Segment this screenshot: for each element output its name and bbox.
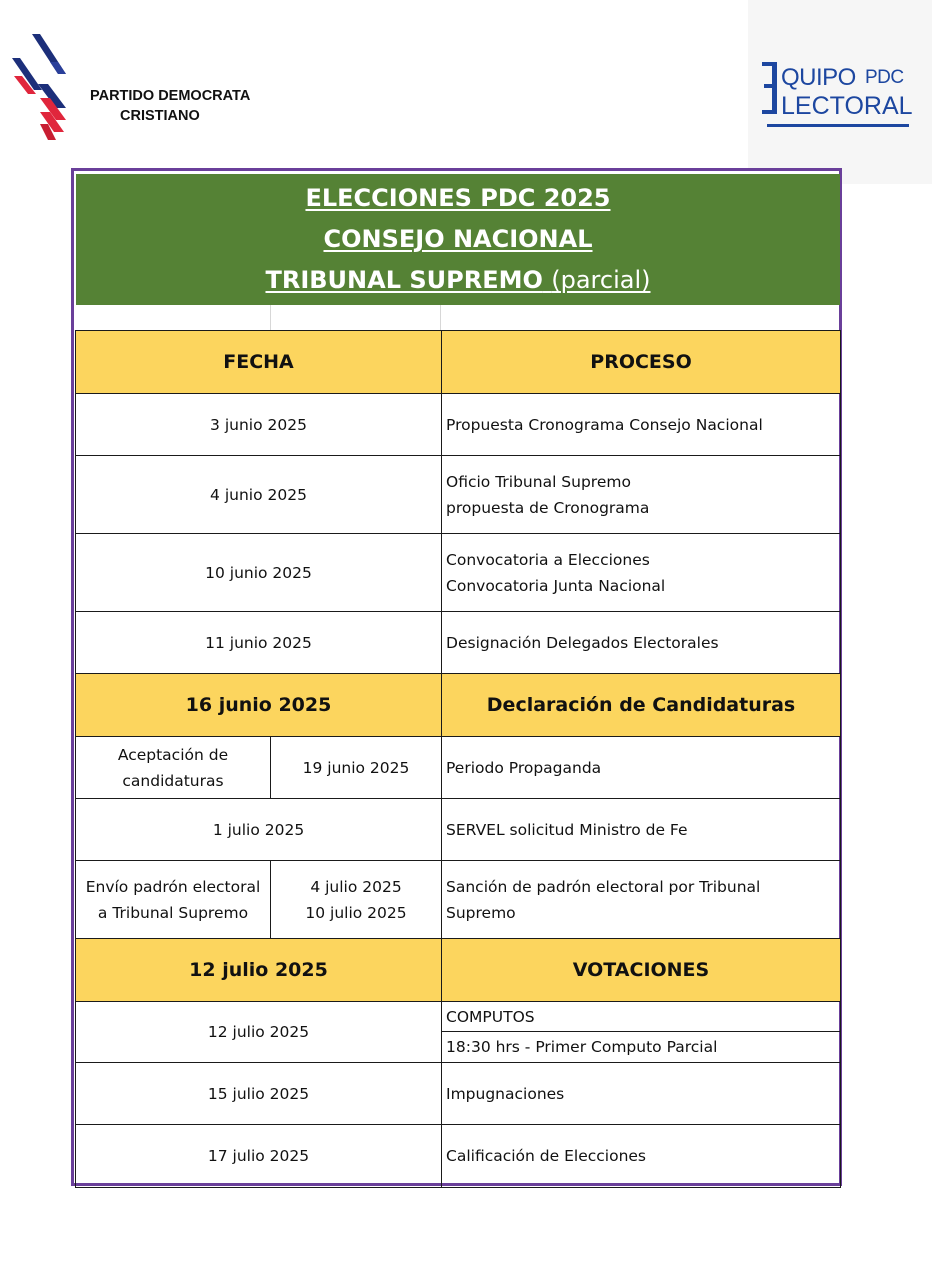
row-date: 4 junio 2025 (76, 456, 442, 534)
title-line2: CONSEJO NACIONAL (323, 225, 593, 253)
separator (270, 305, 271, 330)
table-header-row (76, 331, 841, 394)
title-band (76, 174, 840, 305)
equipo-pdc-text: PDC (865, 67, 904, 88)
row-process (442, 456, 841, 534)
equipo-electoral-logo (748, 0, 932, 184)
equipo-lectoral-text: LECTORAL (781, 92, 913, 120)
table-row (76, 1002, 841, 1032)
table-row (76, 1063, 841, 1125)
row-process (442, 861, 841, 939)
row-subcategory (76, 737, 271, 799)
row-process: Designación Delegados Electorales (442, 612, 841, 674)
table-row (76, 1125, 841, 1188)
equipo-underline (767, 124, 909, 127)
row-process: SERVEL solicitud Ministro de Fe (442, 799, 841, 861)
title-line3 (76, 266, 840, 294)
table-row (76, 737, 841, 799)
row-date-line1: 4 julio 2025 (310, 877, 402, 896)
party-name (90, 86, 290, 126)
row-process (442, 534, 841, 612)
table-row (76, 861, 841, 939)
row-subcategory (76, 861, 271, 939)
table-row (76, 534, 841, 612)
row-date: 17 julio 2025 (76, 1125, 442, 1188)
title-line3-paren: (parcial) (551, 266, 651, 294)
row-process-line2: Convocatoria Junta Nacional (446, 576, 666, 595)
column-header-proceso: PROCESO (442, 331, 841, 394)
row-subcategory-line2: a Tribunal Supremo (97, 903, 249, 922)
column-header-fecha: FECHA (76, 331, 442, 394)
row-process-line1: Convocatoria a Elecciones (446, 550, 650, 569)
row-process: Propuesta Cronograma Consejo Nacional (442, 394, 841, 456)
section-label: Declaración de Candidaturas (442, 674, 841, 737)
schedule-table (75, 330, 841, 1188)
row-process-line2: propuesta de Cronograma (446, 498, 650, 517)
row-date: 3 junio 2025 (76, 394, 442, 456)
row-process-line1: Sanción de padrón electoral por Tribunal (446, 877, 761, 896)
party-name-line1: PARTIDO DEMOCRATA (90, 88, 251, 104)
equipo-e-mark-icon (762, 62, 780, 114)
title-line3-main: TRIBUNAL SUPREMO (265, 266, 543, 294)
section-header-row (76, 939, 841, 1002)
row-date (271, 861, 442, 939)
row-process: Impugnaciones (442, 1063, 841, 1125)
section-date: 16 junio 2025 (76, 674, 442, 737)
row-date: 12 julio 2025 (76, 1002, 442, 1063)
row-date: 15 julio 2025 (76, 1063, 442, 1125)
row-date-line2: 10 julio 2025 (305, 903, 407, 922)
row-date: 1 julio 2025 (76, 799, 442, 861)
section-label: VOTACIONES (442, 939, 841, 1002)
row-process-line1: COMPUTOS (442, 1002, 841, 1032)
row-date: 11 junio 2025 (76, 612, 442, 674)
party-name-line2: CRISTIANO (120, 108, 200, 124)
title-line1: ELECCIONES PDC 2025 (305, 184, 611, 212)
table-row (76, 394, 841, 456)
row-date: 19 junio 2025 (271, 737, 442, 799)
row-date: 10 junio 2025 (76, 534, 442, 612)
section-date: 12 julio 2025 (76, 939, 442, 1002)
pdc-logo (10, 32, 72, 142)
row-subcategory-line1: Aceptación de (117, 745, 229, 764)
row-process-line2: Supremo (446, 903, 516, 922)
section-header-row (76, 674, 841, 737)
table-row (76, 456, 841, 534)
table-row (76, 799, 841, 861)
row-subcategory-line2: candidaturas (122, 771, 224, 790)
row-subcategory-line1: Envío padrón electoral (85, 877, 261, 896)
separator (440, 305, 441, 330)
row-process-line1: Oficio Tribunal Supremo (446, 472, 631, 491)
row-process: Periodo Propaganda (442, 737, 841, 799)
row-process: Calificación de Elecciones (442, 1125, 841, 1188)
equipo-quipo-text: QUIPO (781, 64, 856, 91)
row-process-line2: 18:30 hrs - Primer Computo Parcial (442, 1032, 841, 1063)
table-row (76, 612, 841, 674)
